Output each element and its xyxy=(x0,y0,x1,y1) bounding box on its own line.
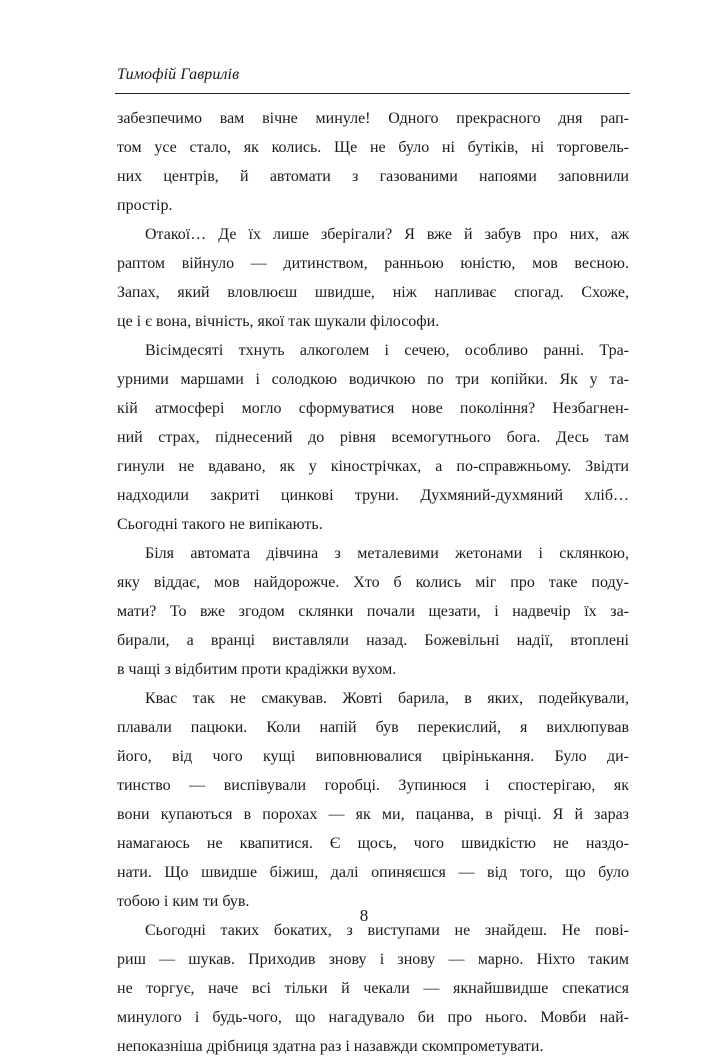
paragraph xyxy=(117,916,629,1061)
text-line: них центрів, й автомати з газованими напоями заповнили xyxy=(117,168,629,185)
paragraph xyxy=(117,336,629,539)
text-line: тобою і ким ти був. xyxy=(117,893,250,910)
text-line: бирали, а вранці виставляли назад. Божевільні надії, втоплені xyxy=(117,632,629,649)
text-line: Отакої… Де їх лише зберігали? Я вже й забув про них, аж xyxy=(145,226,629,243)
paragraph xyxy=(117,220,629,336)
page-number: 8 xyxy=(359,906,369,925)
text-line: Біля автомата дівчина з металевими жетонами і склянкою, xyxy=(145,545,629,562)
paragraph xyxy=(117,684,629,916)
text-line: не торгує, наче всі тільки й чекали — якнайшвидше спекатися xyxy=(117,980,629,997)
text-line: це і є вона, вічність, якої так шукали філософи. xyxy=(117,313,440,330)
text-line: Запах, який вловлюєш швидше, ніж напливає спогад. Схоже, xyxy=(117,284,629,301)
text-line: намагаюсь не квапитися. Є щось, чого швидкістю не наздо- xyxy=(117,835,629,852)
text-line: в чащі з відбитим проти крадіжки вухом. xyxy=(117,661,397,678)
text-line: гинули не вдавано, як у кінострічках, а по-справжньому. Звідти xyxy=(117,458,629,475)
text-line: минулого і будь-чого, що нагадувало би про нього. Мовби най- xyxy=(117,1009,629,1026)
text-line: Квас так не смакував. Жовті барила, в яких, подейкували, xyxy=(145,690,629,707)
text-line: Вісімдесяті тхнуть алкоголем і сечею, особливо ранні. Тра- xyxy=(145,342,629,359)
text-line: вони купаються в порохах — як ми, пацанва, в річці. Я й зараз xyxy=(117,806,629,823)
text-line: простір. xyxy=(117,197,173,214)
running-head-author: Тимофій Гаврилів xyxy=(117,66,240,83)
paragraph xyxy=(117,539,629,684)
text-line: раптом війнуло — дитинством, ранньою юністю, мов весною. xyxy=(117,255,629,272)
text-line: урними маршами і солодкою водичкою по три копійки. Як у та- xyxy=(117,371,629,388)
text-line: надходили закриті цинкові труни. Духмяний-духмяний хліб… xyxy=(117,487,629,504)
text-line: мати? То вже згодом склянки почали щезати, і надвечір їх за- xyxy=(117,603,629,620)
text-line: непоказніша дрібниця здатна раз і назавжди скомпрометувати. xyxy=(117,1038,544,1055)
text-line: забезпечимо вам вічне минуле! Одного прекрасного дня рап- xyxy=(117,110,629,127)
text-line: Сьогодні таких бокатих, з виступами не знайдеш. Не пові- xyxy=(145,922,629,939)
text-line: кій атмосфері могло сформуватися нове покоління? Незбагнен- xyxy=(117,400,629,417)
paragraph xyxy=(117,104,629,220)
text-line: том усе стало, як колись. Ще не було ні бутіків, ні торговель- xyxy=(117,139,629,156)
text-line: риш — шукав. Приходив знову і знову — марно. Ніхто таким xyxy=(117,951,629,968)
text-line: нати. Що швидше біжиш, далі опиняєшся — від того, що було xyxy=(117,864,629,881)
text-line: тинство — виспівували горобці. Зупинюся і спостерігаю, як xyxy=(117,777,629,794)
header-rule xyxy=(115,93,630,94)
text-line: Сьогодні такого не випікають. xyxy=(117,516,323,533)
text-line: ний страх, піднесений до рівня всемогутнього бога. Десь там xyxy=(117,429,629,446)
text-line: плавали пацюки. Коли напій був перекислий, я вихлюпував xyxy=(117,719,629,736)
text-line: яку віддає, мов найдорожче. Хто б колись міг про таке поду- xyxy=(117,574,629,591)
text-line: його, від чого кущі виповнювалися цвірінькання. Було ди- xyxy=(117,748,629,765)
